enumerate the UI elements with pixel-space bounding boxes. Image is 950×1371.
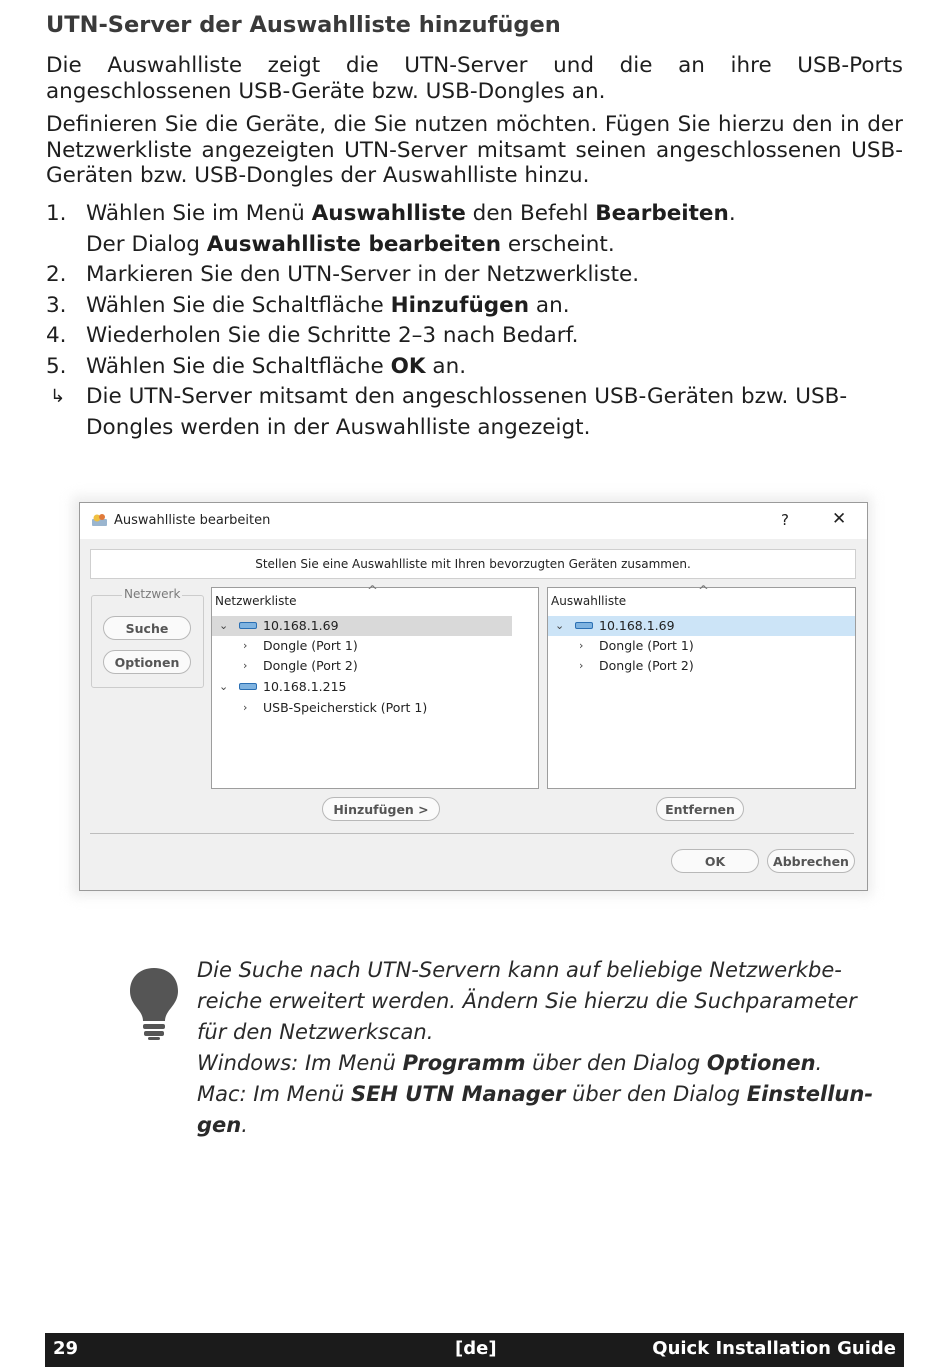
menu-name: Programm (402, 1051, 526, 1075)
chevron-right-icon[interactable]: › (579, 639, 584, 652)
document-title: Quick Installation Guide (652, 1338, 896, 1359)
button-name: OK (390, 353, 426, 379)
tree-row-server[interactable] (548, 616, 855, 636)
step-1 (46, 199, 906, 230)
step-text: Wählen Sie die Schaltfläche (86, 353, 391, 379)
text-line: angeschlossenen USB-Geräte bzw. USB-Dongles an. (46, 78, 606, 104)
tip-line (197, 1110, 847, 1141)
lightbulb-icon (128, 966, 180, 1040)
instruction-steps (46, 199, 906, 443)
chevron-down-icon[interactable]: ⌄ (555, 619, 565, 632)
language-code: [de] (455, 1338, 497, 1359)
step-number: 1. (46, 201, 67, 226)
search-button[interactable]: Suche (103, 616, 191, 640)
remove-button[interactable]: Entfernen (656, 797, 744, 821)
step-text: Wählen Sie die Schaltfläche (86, 292, 391, 318)
dialog-banner: Stellen Sie eine Auswahlliste mit Ihren bevorzugten Geräten zusammen. (90, 549, 856, 579)
step-text: Der Dialog (86, 231, 207, 257)
chevron-right-icon[interactable]: › (243, 639, 248, 652)
page-number: 29 (53, 1338, 79, 1359)
step-4 (46, 321, 906, 352)
chevron-down-icon[interactable]: ⌄ (219, 619, 229, 632)
device-name: Dongle (Port 2) (599, 658, 694, 673)
step-number: 3. (46, 292, 67, 318)
tip-text-span: . (815, 1051, 823, 1075)
step-number: 5. (46, 353, 67, 379)
dialog-titlebar (80, 503, 867, 539)
tip-text-span: . (241, 1113, 248, 1137)
step-text: an. (425, 353, 467, 379)
result-arrow-icon: ↳ (50, 386, 66, 407)
intro-paragraph-1 (46, 53, 903, 104)
list-header: Netzwerkliste (215, 594, 297, 608)
tree-row-device[interactable] (212, 698, 512, 718)
step-5 (46, 352, 906, 383)
options-button[interactable]: Optionen (103, 650, 191, 674)
server-name: 10.168.1.215 (263, 679, 347, 694)
result-text: Dongles werden in der Auswahlliste angezeigt. (86, 414, 591, 440)
step-1-result (46, 230, 906, 261)
tree-row-device[interactable] (212, 656, 512, 676)
text-line: Geräten bzw. USB-Dongles der Auswahlliste hinzu. (46, 163, 590, 188)
menu-name: Auswahlliste (311, 201, 466, 226)
add-button[interactable]: Hinzufügen > (322, 797, 440, 821)
tip-text-span: über den Dialog (565, 1082, 747, 1106)
app-icon (92, 514, 107, 526)
close-icon[interactable]: ✕ (832, 509, 847, 529)
button-name: Hinzufügen (390, 292, 530, 318)
tip-text-span: über den Dialog (525, 1051, 707, 1075)
step-text: Wählen Sie im Menü (86, 201, 312, 226)
device-name: Dongle (Port 2) (263, 658, 358, 673)
device-name: Dongle (Port 1) (263, 638, 358, 653)
text-line: Netzwerkliste angezeigten UTN-Server mitsamt seinen angeschlossenen USB- (46, 137, 903, 163)
help-icon[interactable]: ? (781, 511, 789, 529)
step-number: 4. (46, 323, 67, 348)
server-name: 10.168.1.69 (263, 618, 339, 633)
step-2 (46, 260, 906, 291)
tree-row-server[interactable] (212, 616, 512, 636)
network-list[interactable] (211, 584, 539, 789)
dialog-name: Einstellun- (746, 1082, 874, 1106)
dialog-separator (90, 833, 854, 834)
chevron-right-icon[interactable]: › (243, 659, 248, 672)
tip-line: reiche erweitert werden. Ändern Sie hierzu die Suchparameter (197, 989, 857, 1013)
chevron-down-icon[interactable]: ⌄ (219, 680, 229, 693)
dialog-name: Auswahlliste bearbeiten (206, 231, 502, 257)
text-line: Die Auswahlliste zeigt die UTN-Server und die an ihre USB-Ports (46, 53, 903, 78)
device-name: Dongle (Port 1) (599, 638, 694, 653)
tree-row-server[interactable] (212, 677, 512, 697)
command-name: Bearbeiten (595, 201, 729, 226)
sort-caret-icon: ^ (698, 584, 709, 599)
tip-text (197, 955, 874, 1141)
server-icon (239, 683, 257, 690)
section-heading: UTN-Server der Auswahlliste hinzufügen (46, 12, 561, 38)
tip-line (197, 1079, 874, 1110)
device-name: USB-Speicherstick (Port 1) (263, 700, 428, 715)
tip-text-span: Mac: Im Menü (197, 1082, 351, 1106)
result-line (46, 382, 906, 413)
tip-line (197, 1048, 847, 1079)
server-icon (239, 622, 257, 629)
step-text: an. (529, 292, 570, 318)
page-footer (45, 1333, 904, 1367)
sort-caret-icon: ^ (367, 584, 378, 599)
text-line: Definieren Sie die Geräte, die Sie nutzen möchten. Fügen Sie hierzu den in der (46, 112, 903, 137)
ok-button[interactable]: OK (671, 849, 759, 873)
list-header: Auswahlliste (551, 594, 627, 608)
tree-row-device[interactable] (548, 636, 848, 656)
network-groupbox (91, 587, 204, 688)
intro-paragraph-2 (46, 112, 903, 189)
tip-line: Die Suche nach UTN-Servern kann auf beliebige Netzwerkbe- (197, 958, 842, 982)
result-text: Die UTN-Server mitsamt den angeschlossenen USB-Geräten bzw. USB- (86, 384, 848, 409)
step-text: den Befehl (465, 201, 596, 226)
chevron-right-icon[interactable]: › (579, 659, 584, 672)
tip-line: für den Netzwerkscan. (197, 1020, 434, 1044)
result-line (46, 413, 906, 444)
selection-list[interactable] (547, 584, 856, 789)
dialog-title: Auswahlliste bearbeiten (114, 513, 271, 528)
menu-name: SEH UTN Manager (350, 1082, 566, 1106)
step-3 (46, 291, 906, 322)
step-text: . (728, 201, 736, 226)
server-icon (575, 622, 593, 629)
step-text: Wiederholen Sie die Schritte 2–3 nach Bedarf. (86, 323, 579, 348)
chevron-right-icon[interactable]: › (243, 701, 248, 714)
dialog-name: gen (197, 1113, 242, 1137)
step-text: Markieren Sie den UTN-Server in der Netzwerkliste. (86, 262, 640, 287)
step-number: 2. (46, 262, 67, 287)
server-name: 10.168.1.69 (599, 618, 675, 633)
dialog-name: Optionen (706, 1051, 816, 1075)
tip-text-span: Windows: Im Menü (197, 1051, 403, 1075)
step-text: erscheint. (501, 231, 615, 257)
group-label: Netzwerk (124, 587, 181, 601)
tree-row-device[interactable] (212, 636, 512, 656)
cancel-button[interactable]: Abbrechen (767, 849, 855, 873)
tree-row-device[interactable] (548, 656, 848, 676)
edit-selection-dialog (79, 502, 868, 891)
